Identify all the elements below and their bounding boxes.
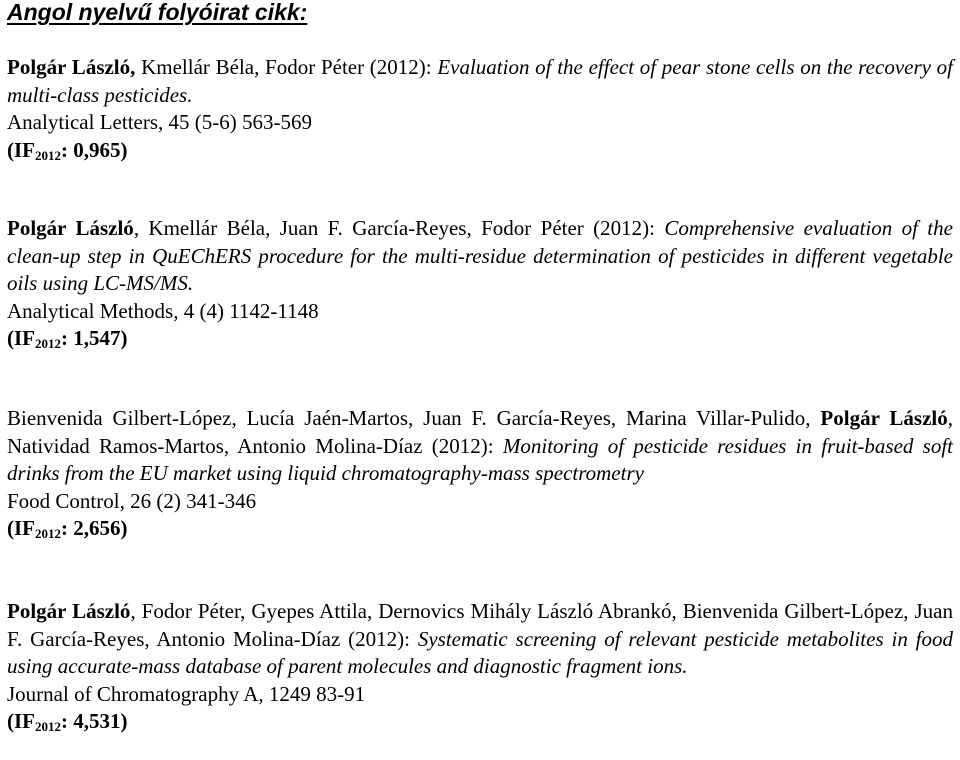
journal-reference: Analytical Methods, 4 (4) 1142-1148: [7, 298, 319, 323]
impact-factor-year: 2012: [35, 719, 61, 734]
impact-factor-prefix: (IF: [7, 516, 35, 540]
journal-reference: Food Control, 26 (2) 341-346: [7, 488, 257, 513]
impact-factor-value: : 1,547): [61, 326, 128, 350]
article-title: Comprehensive evaluation of the clean-up step in QuEChERS procedure for the multi-residue determination of pesticides in different vegetable oils using LC-MS/MS.: [7, 216, 953, 295]
impact-factor: [7, 708, 953, 736]
impact-factor-value: : 4,531): [61, 709, 128, 733]
section-heading: Angol nyelvű folyóirat cikk:: [7, 0, 308, 25]
impact-factor-prefix: (IF: [7, 326, 35, 350]
authors: , Natividad Ramos-Martos, Antonio Molina-Díaz (2012):: [7, 406, 953, 458]
article-title: Systematic screening of relevant pesticide metabolites in food using accurate-mass database of parent molecules and diagnostic fragment ions.: [7, 626, 954, 678]
citation: [7, 215, 953, 298]
impact-factor: [7, 515, 953, 543]
article-title: Evaluation of the effect of pear stone cells on the recovery of multi-class pesticides.: [7, 55, 953, 107]
publication-entry-1: [7, 54, 953, 164]
citation: [7, 54, 953, 109]
authors: Kmellár Béla, Fodor Péter (2012):: [135, 55, 438, 79]
impact-factor-prefix: (IF: [7, 709, 35, 733]
publication-entry-2: [7, 215, 953, 353]
publication-entry-3: [7, 405, 953, 543]
journal-reference: Analytical Letters, 45 (5-6) 563-569: [7, 110, 312, 134]
impact-factor: [7, 325, 953, 353]
impact-factor-year: 2012: [35, 336, 61, 351]
authors: , Kmellár Béla, Juan F. García-Reyes, Fodor Péter (2012):: [133, 216, 665, 240]
impact-factor-value: : 0,965): [61, 137, 128, 162]
article-title: Monitoring of pesticide residues in fruit-based soft drinks from the EU market using liquid chromatography-mass spectrometry: [7, 433, 953, 485]
highlighted-author: Polgár László,: [7, 55, 136, 79]
highlighted-author: Polgár László: [820, 406, 948, 430]
impact-factor: [7, 137, 953, 165]
highlighted-author: Polgár László: [7, 216, 134, 240]
citation: [7, 405, 953, 488]
highlighted-author: Polgár László: [7, 599, 131, 623]
authors-lead: Bienvenida Gilbert-López, Lucía Jaén-Martos, Juan F. García-Reyes, Marina Villar-Pulido,: [7, 406, 821, 430]
impact-factor-year: 2012: [35, 526, 61, 541]
authors: , Fodor Péter, Gyepes Attila, Dernovics Mihály László Abrankó, Bienvenida Gilbert-López, Juan F. García-Reyes, Antonio Molina-Díaz (2012):: [7, 599, 953, 651]
publication-entry-4: [7, 598, 953, 736]
impact-factor-value: : 2,656): [61, 516, 128, 540]
impact-factor-prefix: (IF: [7, 137, 35, 162]
citation: [7, 598, 953, 681]
journal-reference: Journal of Chromatography A, 1249 83-91: [7, 681, 366, 706]
impact-factor-year: 2012: [35, 147, 61, 163]
